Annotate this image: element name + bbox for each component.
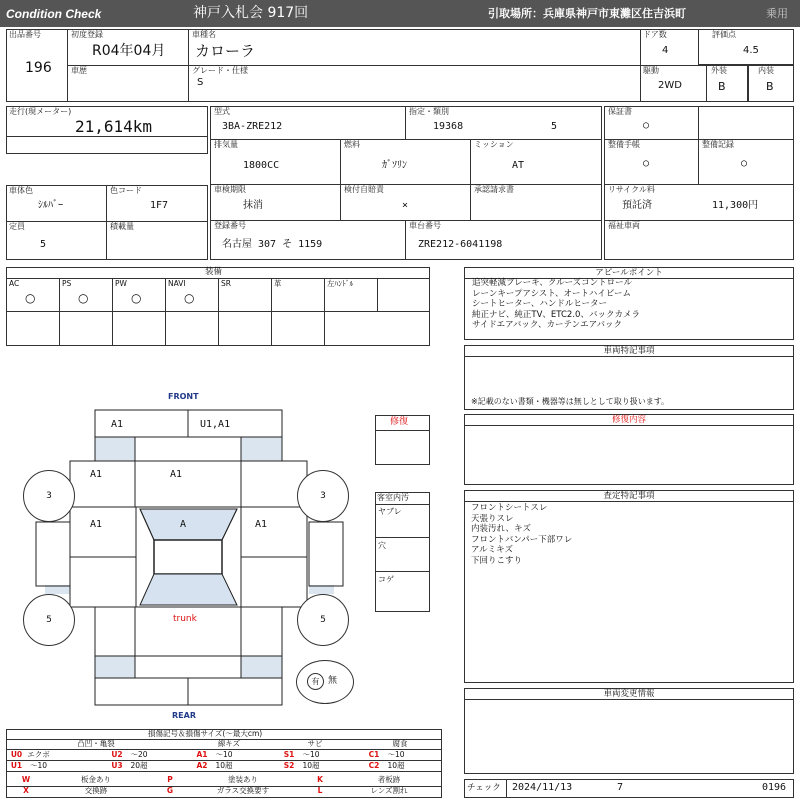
legend-code: U2	[111, 750, 123, 759]
changes-box: 車両変更情報	[464, 688, 794, 774]
legend-desc: 10超	[302, 761, 320, 770]
lot-number: 196	[25, 60, 52, 76]
recycle-fee: 11,300円	[712, 200, 759, 211]
grade: S	[197, 77, 204, 88]
legend-desc: 〜20	[130, 750, 148, 759]
mileage: 21,614km	[75, 117, 153, 136]
legend-code: C1	[368, 750, 380, 759]
wheel-rear-right: 5	[297, 594, 349, 646]
legend-desc: 10超	[387, 761, 405, 770]
insp-lines-line: 下回りこすり	[471, 555, 523, 566]
legend-desc: 〜10	[387, 750, 405, 759]
legend-code: U0	[10, 750, 23, 759]
maintenance-book: ○	[643, 158, 650, 169]
trunk-label: trunk	[173, 614, 197, 624]
legend-code: C2	[368, 761, 380, 770]
legend-code: A1	[196, 750, 208, 759]
recycle-status: 預託済	[622, 200, 652, 211]
docs-box	[604, 106, 794, 260]
warranty: ○	[643, 120, 650, 131]
legend-desc: 10超	[215, 761, 233, 770]
equip-value-0: ○	[25, 291, 36, 305]
header-pickup: 引取場所：兵庫県神戸市東灘区住吉浜町	[488, 7, 686, 20]
appeal-lines-line: サイドエアバック、カーテンエアバック	[472, 320, 622, 330]
color-code: 1F7	[150, 200, 169, 211]
check-count: 7	[617, 782, 624, 793]
mark-door-right: A1	[255, 519, 268, 530]
model-code: 3BA-ZRE212	[222, 121, 283, 132]
legend-desc: 〜10	[29, 761, 48, 770]
legend-desc: 者板跡	[377, 775, 401, 784]
legend-code: U1	[10, 761, 23, 770]
appeal-lines-line: 純正ナビ、純正TV、ETC2.0、バックカメラ	[472, 309, 640, 320]
spare-tire-yes: 有	[307, 673, 324, 690]
insp-lines-line: 天張りスレ	[471, 513, 514, 524]
drive: 2WD	[658, 80, 682, 91]
rear-label: REAR	[172, 711, 196, 720]
inspection-notes-box: 査定特記事項	[464, 490, 794, 683]
capacity: 5	[40, 239, 47, 250]
legend-code: P	[167, 775, 173, 784]
legend-code: X	[23, 786, 29, 795]
wheel-front-right: 3	[297, 470, 349, 522]
color-box	[6, 185, 208, 260]
mark-door-left: A1	[90, 519, 103, 530]
legend-desc: 板金あり	[81, 775, 111, 784]
legend-group: 線キズ	[217, 739, 241, 748]
legend-desc: 20超	[130, 761, 148, 770]
special-note: ※記載のない書類・機器等は無しとして取り扱います。	[471, 397, 670, 406]
interior-tear: ヤブレ	[378, 507, 402, 516]
wheel-front-left: 3	[23, 470, 75, 522]
equip-label-5: 革	[274, 279, 282, 288]
interior-grade: B	[766, 80, 774, 93]
door-count: 4	[662, 45, 669, 56]
legend-desc: 〜10	[302, 750, 320, 759]
equip-label-1: PS	[62, 279, 72, 288]
check-id: 0196	[762, 782, 787, 793]
legend-code: S2	[283, 761, 295, 770]
interior-burn: コゲ	[378, 575, 394, 584]
header-auction: 神戸入札会 917回	[193, 5, 309, 21]
header-type: 乗用	[766, 7, 788, 20]
repair-label: 修復	[390, 417, 409, 427]
equip-value-1: ○	[78, 291, 89, 305]
body-color: ｼﾙﾊﾞｰ	[38, 200, 63, 211]
legend-desc: レンズ割れ	[370, 786, 408, 795]
equip-label-6: 左ﾊﾝﾄﾞﾙ	[327, 279, 354, 288]
legend-group: 凸凹・亀裂	[77, 739, 115, 748]
legend-code: U3	[111, 761, 123, 770]
appeal-lines-line: レーンキープアシスト、オートハイビーム	[472, 288, 632, 299]
equip-label-4: SR	[221, 279, 231, 288]
wheel-rear-left: 5	[23, 594, 75, 646]
legend-group: サビ	[307, 739, 323, 748]
first-registration: R04年04月	[92, 43, 166, 59]
repair-content-box: 修復内容	[464, 414, 794, 485]
transmission: AT	[512, 160, 525, 171]
mark-hood-left: A1	[90, 469, 103, 480]
legend-desc: エクボ	[27, 750, 50, 759]
inspection-expiry: 抹消	[243, 200, 263, 211]
exterior-grade: B	[718, 80, 726, 93]
check-date: 2024/11/13	[512, 782, 573, 793]
legend-code: K	[317, 775, 323, 784]
legend-desc: 〜10	[215, 750, 233, 759]
legend-desc: ガラス交換要す	[216, 786, 270, 795]
legend-code: W	[21, 775, 31, 784]
legend-code: L	[317, 786, 323, 795]
chassis-number: ZRE212-6041198	[418, 239, 503, 250]
legend-code: S1	[283, 750, 295, 759]
car-name: カローラ	[195, 42, 256, 60]
appeal-lines-line: 追突軽減ブレーキ、クルーズコントロール	[472, 278, 632, 288]
insp-lines-line: 内装汚れ、キズ	[471, 524, 531, 534]
equipment-title: 装備	[205, 267, 223, 277]
legend-code: A2	[196, 761, 208, 770]
class-number: 5	[551, 121, 558, 132]
header-title-left: Condition Check	[6, 7, 102, 21]
score: 4.5	[743, 45, 759, 56]
legend-desc: 交換跡	[84, 786, 108, 795]
equip-label-0: AC	[9, 279, 20, 288]
front-label: FRONT	[168, 392, 199, 401]
displacement: 1800CC	[243, 160, 280, 171]
insp-lines-line: アルミキズ	[471, 545, 513, 555]
mark-hood-right: A1	[170, 469, 183, 480]
legend-title: 損傷記号＆損傷サイズ(〜最大cm)	[148, 729, 263, 738]
interior-hole: 穴	[378, 541, 386, 550]
plate-number: 名古屋 307 そ 1159	[222, 239, 323, 250]
appeal-lines-line: シートヒーター、ハンドルヒーター	[472, 299, 607, 309]
insp-lines-line: フロントシートスレ	[471, 503, 548, 513]
special-notes-box: 車両特記事項	[464, 345, 794, 410]
equip-value-2: ○	[131, 291, 142, 305]
equip-label-3: NAVI	[168, 279, 186, 288]
legend-code: G	[166, 786, 174, 795]
equip-label-2: PW	[115, 279, 127, 288]
maintenance-record: ○	[741, 158, 748, 169]
mark-roof: A	[180, 519, 187, 530]
spare-tire-circle	[296, 660, 354, 704]
mark-front-left: A1	[111, 419, 124, 430]
equip-value-3: ○	[184, 291, 195, 305]
insp-lines-line: フロントバンパー下部ワレ	[471, 534, 573, 545]
legend-group: 腐食	[392, 739, 408, 748]
spec-number: 19368	[433, 121, 464, 132]
legend-desc: 塗装あり	[228, 775, 258, 784]
spare-tire-no: 無	[328, 676, 338, 686]
appeal-box: アピールポイント	[464, 267, 794, 340]
fuel: ｶﾞｿﾘﾝ	[382, 160, 407, 171]
insurance: ×	[402, 200, 409, 211]
mark-front-right: U1,A1	[200, 419, 231, 430]
